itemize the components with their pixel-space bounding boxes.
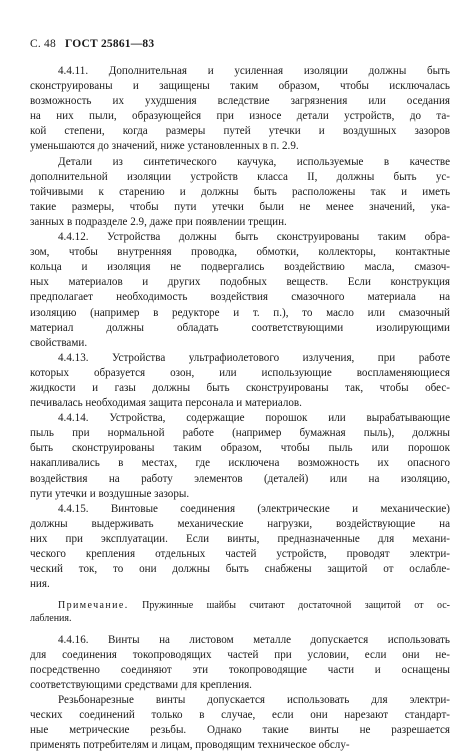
text-line: уменьшаются до значений, ниже установленных в п. 2.9.: [30, 140, 299, 153]
text-line: печивалась необходимая защита персонала и материалов.: [30, 397, 302, 410]
text-line: 4.4.12. Устройства должны быть сконструированы таким обра-: [58, 231, 450, 244]
text-line: для соединения токопроводящих частей при условии, если они не-: [30, 648, 450, 661]
text-line: ческих соединений только в случае, если они нарезают стандарт-: [30, 709, 450, 722]
text-line: зом, чтобы внутренняя проводка, обмотки, коллекторы, контактные: [30, 246, 450, 259]
text-line: быть сконструированы таким образом, чтобы пыль или порошок: [30, 442, 450, 455]
text-line: ческого крепления отдельных частей устройств, проводят электри-: [30, 548, 450, 560]
text-line: жидкости и газы должны быть сконструированы так, чтобы обес-: [30, 381, 450, 394]
page-number: С. 48: [30, 38, 56, 50]
standard-designation: ГОСТ 25861—83: [65, 38, 155, 50]
text-line: кой степени, когда размеры путей утечки и воздушных зазоров: [30, 125, 450, 138]
text-line: дополнительной изоляции устройств класса II, должны быть ус-: [30, 170, 450, 183]
paragraph: [30, 411, 450, 502]
text-line: пути утечки и воздушные зазоры.: [30, 487, 190, 500]
text-line: 4.4.15. Винтовые соединения (электрические и механические): [58, 502, 450, 515]
text-line: 4.4.14. Устройства, содержащие порошок или вырабатывающие: [58, 412, 450, 425]
text-line: материал должны обладать соответствующими изолирующими: [30, 321, 450, 334]
note-line: [30, 599, 450, 612]
text-line: применять потребителям и лицам, проводящим техническое обслу-: [30, 739, 350, 752]
note-line: лабления.: [30, 613, 72, 625]
text-line: сконструированы и защищены таким образом, чтобы исключалась: [30, 80, 450, 93]
text-line: 4.4.13. Устройства ультрафиолетового излучения, при работе: [58, 351, 450, 364]
text-line: соответствующими средствами для крепления.: [30, 678, 252, 691]
text-line: 4.4.16. Винты на листовом металле допускается использовать: [58, 633, 450, 646]
section-body: [30, 64, 450, 592]
text-line: тойчивыми к старению и должны быть расположены так и иметь: [30, 185, 450, 198]
text-line: кольца и изоляция не подвергались воздействию масла, смазоч-: [30, 261, 450, 274]
text-line: ческий ток, то они должны быть снабжены защитой от ослабле-: [30, 563, 450, 576]
text-line: предполагает необходимость воздействия смазочного материала на: [30, 291, 450, 304]
text-line: Детали из синтетического каучука, используемые в качестве: [58, 155, 450, 168]
text-line: Резьбонарезные винты допускается использовать для электри-: [58, 694, 450, 707]
text-line: посредственно соединяют эти токопроводящие части и оснащены: [30, 663, 450, 676]
text-line: свойствами.: [30, 336, 88, 349]
paragraph: [30, 633, 450, 693]
paragraph: [30, 155, 450, 230]
section-body-continued: [30, 633, 450, 753]
text-line: возможность их ухудшения вследствие загрязнения или оседания: [30, 95, 450, 108]
text-line: накапливались в местах, где исключена возможность их опасного: [30, 457, 450, 470]
text-line: ных материалов и других подобных веществ. Если конструкция: [30, 276, 450, 289]
text-line: пыль при нормальной работе (например бумажная пыль), должны: [30, 427, 450, 440]
paragraph: [30, 230, 450, 351]
text-line: изоляцию (например в редукторе и т. п.), то масло или смазочный: [30, 306, 450, 319]
document-body: [30, 64, 450, 753]
note-block: [30, 599, 450, 625]
note-label: Примечание.: [58, 600, 129, 612]
paragraph: [30, 693, 450, 753]
paragraph: [30, 502, 450, 593]
text-line: должны выдерживать механические нагрузки, воздействующие на: [30, 517, 450, 530]
text-line: воздействия на работу элементов (деталей) или на изоляцию,: [30, 472, 450, 485]
text-line: такие размеры, чтобы пути утечки были не менее значений, ука-: [30, 200, 450, 213]
text-line: которых образуется озон, или использующие воспламеняющиеся: [30, 366, 450, 379]
text-line: на них пыли, образующейся при износе детали устройств, до та-: [30, 110, 450, 123]
text-line: ные метрические резьбы. Однако такие винты не разрешается: [30, 724, 450, 737]
text-line: них при эксплуатации. Если винты, предназначенные для механи-: [30, 532, 450, 545]
text-line: 4.4.11. Дополнительная и усиленная изоляции должны быть: [58, 65, 450, 77]
note-text: Пружинные шайбы считают достаточной защитой от ос-: [142, 600, 450, 612]
text-line: ния.: [30, 578, 50, 591]
page-header: [30, 38, 154, 50]
paragraph: [30, 64, 450, 155]
paragraph: [30, 351, 450, 411]
text-line: занных в подразделе 2.9, даже при появлении трещин.: [30, 215, 287, 228]
